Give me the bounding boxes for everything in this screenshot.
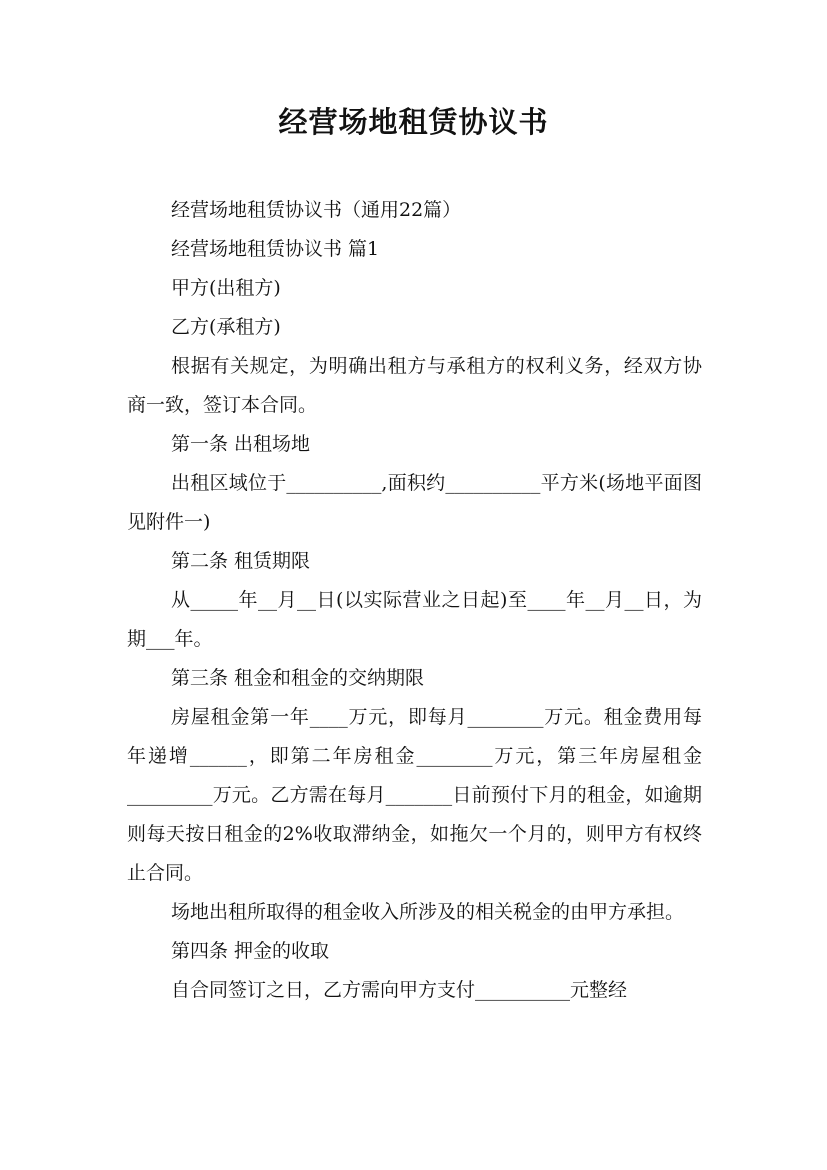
article-1-heading: 第一条 出租场地 [171, 433, 311, 455]
paragraph-section-heading: 经营场地租赁协议书 篇1 [171, 238, 380, 260]
article-3-heading: 第三条 租金和租金的交纳期限 [171, 667, 425, 689]
article-4-text: 自合同签订之日，乙方需向甲方支付__________元整经 [171, 979, 628, 1001]
article-2-text: 从_____年__月__日(以实际营业之日起)至____年__月__日，为期___年。 [127, 589, 702, 650]
article-4-heading: 第四条 押金的收取 [171, 940, 330, 962]
article-2-heading: 第二条 租赁期限 [171, 550, 311, 572]
article-3-text: 房屋租金第一年____万元，即每月________万元。租金费用每年递增______，即第二年房租金________万元，第三年房屋租金 _________万元。乙方需在每月_______日前预付下月的租金，如逾期则每天按日租金的2%收取滞纳金，如拖欠一个月的，则甲方有权终止合同。 [127, 706, 702, 884]
article-1-text: 出租区域位于__________,面积约__________平方米(场地平面图见附件一) [127, 472, 702, 533]
document-title: 经营场地租赁协议书 [278, 105, 549, 139]
document-body [127, 191, 702, 1010]
paragraph-party-a: 甲方(出租方) [171, 277, 281, 299]
article-3-tax-text: 场地出租所取得的租金收入所涉及的相关税金的由甲方承担。 [171, 901, 685, 923]
paragraph-subtitle: 经营场地租赁协议书（通用22篇） [171, 199, 462, 221]
paragraph-party-b: 乙方(承租方) [171, 316, 281, 338]
paragraph-preamble: 根据有关规定，为明确出租方与承租方的权利义务，经双方协商一致，签订本合同。 [127, 355, 702, 416]
